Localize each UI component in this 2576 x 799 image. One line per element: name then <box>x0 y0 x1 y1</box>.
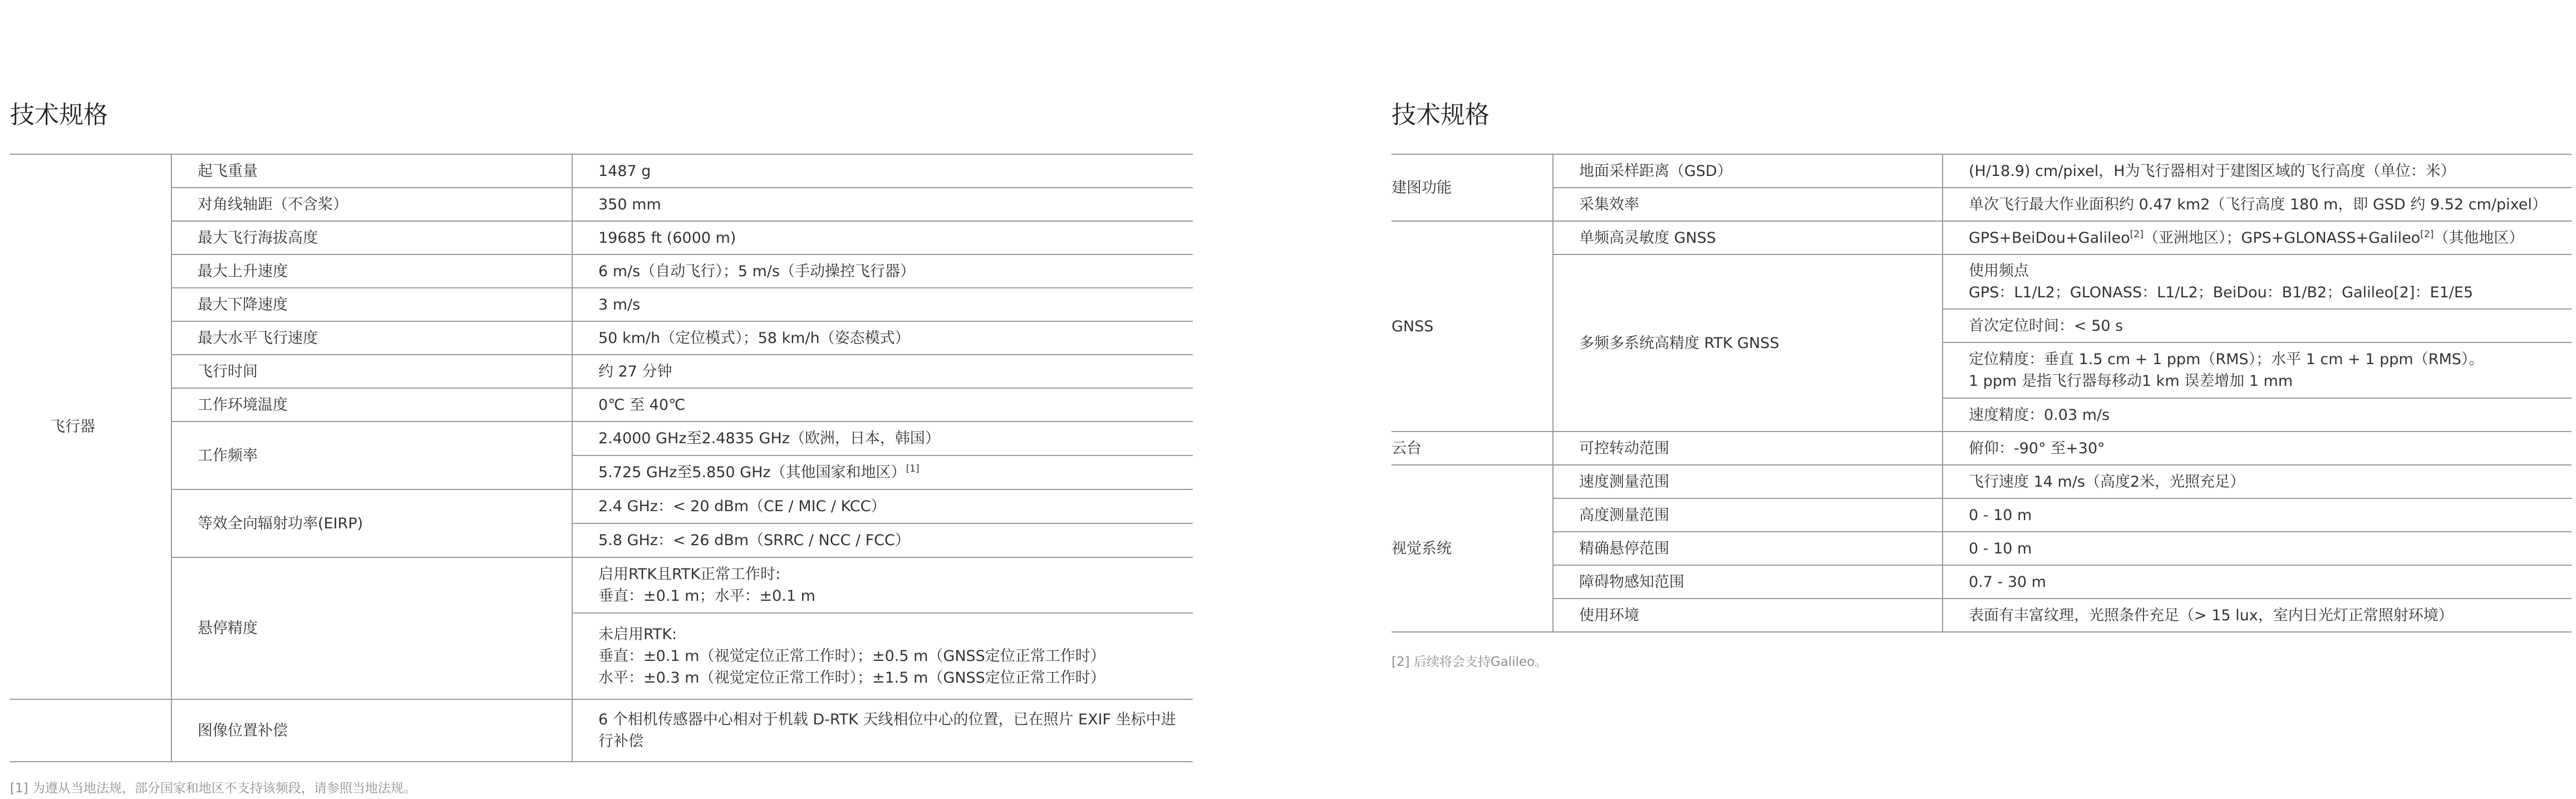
table-row <box>10 288 1193 321</box>
spec-value: 19685 ft (6000 m) <box>572 221 1193 254</box>
table-row <box>1392 498 2572 532</box>
table-row <box>1392 432 2572 465</box>
table-row <box>10 355 1193 388</box>
spec-value: 0℃ 至 40℃ <box>572 388 1193 421</box>
footnote: [2] 后续将会支持Galileo。 <box>1392 655 1548 669</box>
category-cell: 建图功能 <box>1392 154 1553 221</box>
spec-label: 最大水平飞行速度 <box>171 321 572 355</box>
table-row <box>10 321 1193 355</box>
spec-value: 6 m/s（自动飞行）；5 m/s（手动操控飞行器） <box>572 254 1193 288</box>
spec-value: 50 km/h（定位模式）；58 km/h（姿态模式） <box>572 321 1193 355</box>
spec-label: 最大下降速度 <box>171 288 572 321</box>
spec-label: 工作频率 <box>171 421 572 489</box>
spec-value: GPS+BeiDou+Galileo[2]（亚洲地区）；GPS+GLONASS+Galileo[2]（其他地区） <box>1943 221 2572 254</box>
spec-value: 5.8 GHz：< 26 dBm（SRRC / NCC / FCC） <box>572 523 1193 557</box>
spec-value: 0 - 10 m <box>1943 498 2572 532</box>
spec-value: 2.4 GHz：< 20 dBm（CE / MIC / KCC） <box>572 489 1193 523</box>
mapping-spec-table <box>1392 154 2572 633</box>
spec-value: 表面有丰富纹理，光照条件充足（> 15 lux，室内日光灯正常照射环境） <box>1943 599 2572 632</box>
spec-value: 速度精度：0.03 m/s <box>1943 398 2572 432</box>
spec-label: 飞行时间 <box>171 355 572 388</box>
table-row <box>10 557 1193 613</box>
spec-value: (H/18.9) cm/pixel，H为飞行器相对于建图区域的飞行高度（单位：米） <box>1943 154 2572 188</box>
spec-label: 精确悬停范围 <box>1553 532 1943 565</box>
spec-label: 对角线轴距（不含桨） <box>171 188 572 221</box>
spec-label: 工作环境温度 <box>171 388 572 421</box>
table-row <box>1392 254 2572 309</box>
table-row <box>1392 532 2572 565</box>
table-row <box>1392 465 2572 498</box>
spec-value: 使用频点 GPS：L1/L2；GLONASS：L1/L2；BeiDou：B1/B2；Galileo[2]：E1/E5 <box>1943 254 2572 309</box>
spec-label: 起飞重量 <box>171 154 572 188</box>
spec-label: 采集效率 <box>1553 188 1943 221</box>
spec-value: 首次定位时间：< 50 s <box>1943 309 2572 342</box>
table-row <box>10 221 1193 254</box>
spec-value: 5.725 GHz至5.850 GHz（其他国家和地区）[1] <box>572 455 1193 489</box>
footnote-ref: [2] <box>2130 228 2144 240</box>
spec-label: 多频多系统高精度 RTK GNSS <box>1553 254 1943 432</box>
aircraft-spec-table <box>10 154 1193 762</box>
spec-value: 6 个相机传感器中心相对于机载 D-RTK 天线相位中心的位置，已在照片 EXIF 坐标中进 行补偿 <box>572 699 1193 762</box>
footnote-ref: [1] <box>906 463 920 474</box>
spec-label: 最大飞行海拔高度 <box>171 221 572 254</box>
spec-value: 飞行速度 14 m/s（高度2米，光照充足） <box>1943 465 2572 498</box>
spec-value: 1487 g <box>572 154 1193 188</box>
spec-value: 定位精度：垂直 1.5 cm + 1 ppm（RMS）；水平 1 cm + 1 ppm（RMS）。 1 ppm 是指飞行器每移动1 km 误差增加 1 mm <box>1943 342 2572 398</box>
spec-label: 高度测量范围 <box>1553 498 1943 532</box>
spec-label: 悬停精度 <box>171 557 572 699</box>
spec-value: 350 mm <box>572 188 1193 221</box>
spec-value: 2.4000 GHz至2.4835 GHz（欧洲，日本，韩国） <box>572 421 1193 455</box>
spec-label: 等效全向辐射功率(EIRP) <box>171 489 572 557</box>
spec-label: 可控转动范围 <box>1553 432 1943 465</box>
table-row <box>1392 599 2572 632</box>
spec-label: 地面采样距离（GSD） <box>1553 154 1943 188</box>
spec-value: 0.7 - 30 m <box>1943 565 2572 599</box>
footnote: [1] 为遵从当地法规，部分国家和地区不支持该频段，请参照当地法规。 <box>10 781 416 796</box>
table-row <box>1392 221 2572 254</box>
table-row <box>10 699 1193 762</box>
spec-label: 单频高灵敏度 GNSS <box>1553 221 1943 254</box>
spec-label: 图像位置补偿 <box>171 699 572 762</box>
category-cell: 云台 <box>1392 432 1553 465</box>
page-title: 技术规格 <box>1392 101 1489 129</box>
table-row <box>10 188 1193 221</box>
category-cell: 飞行器 <box>10 154 171 699</box>
spec-value: 3 m/s <box>572 288 1193 321</box>
table-row <box>1392 565 2572 599</box>
category-cell: 视觉系统 <box>1392 465 1553 632</box>
spec-label: 使用环境 <box>1553 599 1943 632</box>
category-cell: GNSS <box>1392 221 1553 432</box>
spec-value: 约 27 分钟 <box>572 355 1193 388</box>
table-row <box>10 489 1193 523</box>
spec-label: 速度测量范围 <box>1553 465 1943 498</box>
footnote-ref: [2] <box>2420 228 2434 240</box>
table-row <box>10 421 1193 455</box>
spec-label: 障碍物感知范围 <box>1553 565 1943 599</box>
table-row <box>1392 154 2572 188</box>
table-row <box>10 388 1193 421</box>
table-row <box>10 254 1193 288</box>
spec-value: 俯仰：-90° 至+30° <box>1943 432 2572 465</box>
spec-value: 0 - 10 m <box>1943 532 2572 565</box>
spec-value: 单次飞行最大作业面积约 0.47 km2（飞行高度 180 m，即 GSD 约 9.52 cm/pixel） <box>1943 188 2572 221</box>
spec-value: 启用RTK且RTK正常工作时: 垂直：±0.1 m；水平：±0.1 m <box>572 557 1193 613</box>
spec-label: 最大上升速度 <box>171 254 572 288</box>
spec-value: 未启用RTK: 垂直：±0.1 m（视觉定位正常工作时）；±0.5 m（GNSS定位正常工作时） 水平：±0.3 m（视觉定位正常工作时）；±1.5 m（GNSS定位正常工作时） <box>572 613 1193 699</box>
table-row <box>1392 188 2572 221</box>
page-title: 技术规格 <box>10 101 108 129</box>
table-row <box>10 154 1193 188</box>
